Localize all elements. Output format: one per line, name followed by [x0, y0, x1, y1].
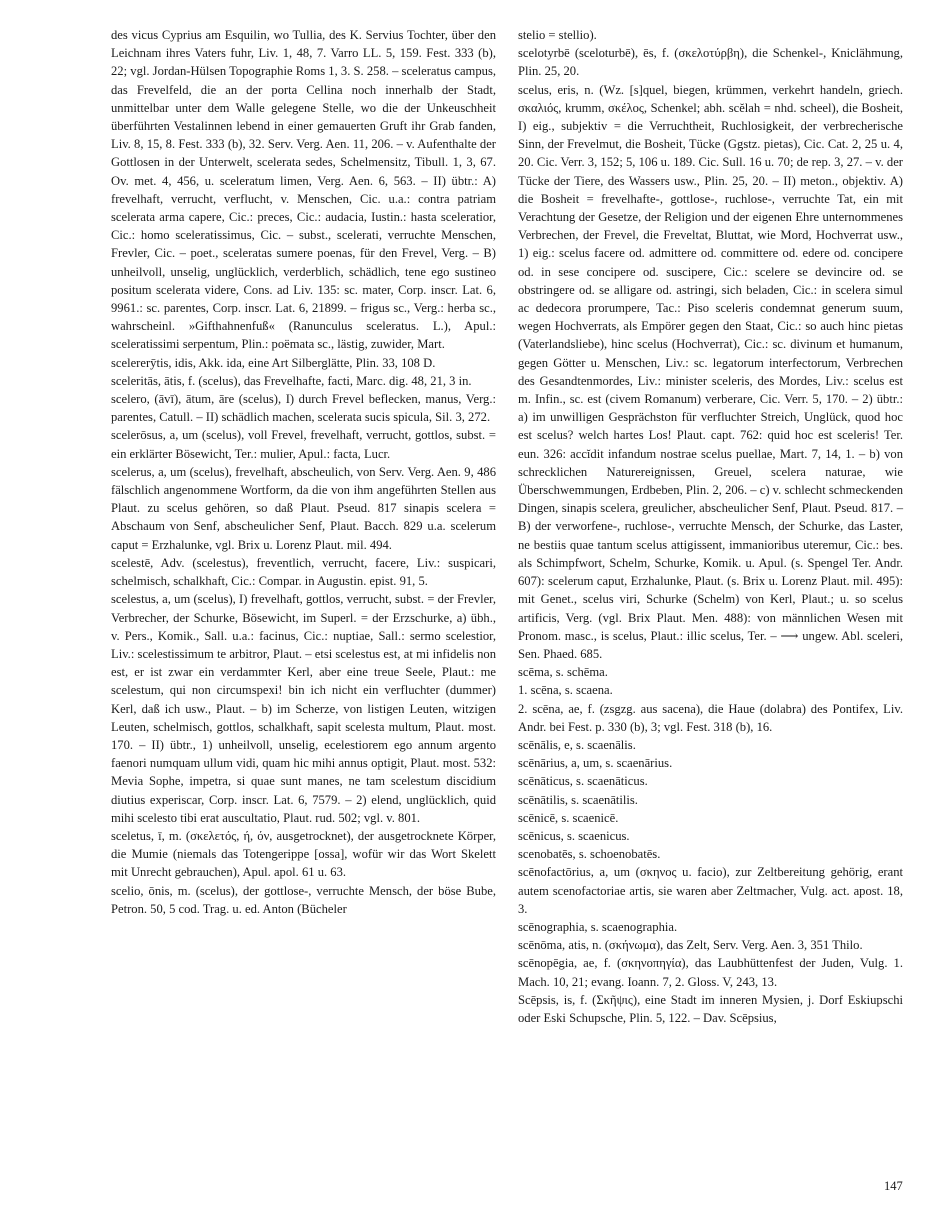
entry-scenarius: scēnārius, a, um, s. scaenārius. [518, 756, 673, 771]
entry-scelerosus: scelerōsus, a, um (scelus), voll Frevel, frevelhaft, verrucht, gottlos, subst. = ein erklärter Bösewicht, Ter.: mulier, Apul.: facta, Lucr. [111, 428, 496, 461]
entry-scenalis: scēnālis, e, s. scaenālis. [518, 737, 636, 752]
entry-scenatilis: scēnātilis, s. scaenātilis. [518, 792, 638, 807]
entry-scelestus: scelestus, a, um (scelus), I) frevelhaft, gottlos, verrucht, subst. = der Frevler, Verbrecher, der Schurke, Bösewicht, im Superl. = der Erzschurke, a) übh., v. Pers., Komik., Sall. u.a.: facinus, Cic.: nuptiae, Sall.: sermo scelestior, Liv.: scelestissimum te arbitror, Plaut. – etsi scelestus est, at mi infidelis non est, er ist zwar ein verdammter Kerl, aber eine treue Seele, Plaut.: me scelestum, qui non circumspexi! bin ich nicht ein verfluchter (dummer) Kerl, daß ich usw., Plaut. – b) im Scherze, von listigen Leuten, witzigen Leuten, schelmisch, gottlos, schalkhaft, sapit scelesta multum, Plaut. most. 170. – II) übtr., 1) unheilvoll, unselig, ecelestiorem ego annum argento faenori numquam ullum vidi, quam hic mihi annus optigit, Plaut. most. 532: Mevia Sophe, impetra, si quae sunt manes, ne tam scelestum discidium diutius experiscar, Corp. inscr. Lat. 6, 7579. – 2) elend, unglücklich, quid mihi scelesto tibi erat auscultatio, Plaut. rud. 502; vgl. v. 801. [111, 592, 496, 825]
entry-sceleritas: sceleritās, ātis, f. (scelus), das Frevelhafte, facti, Marc. dig. 48, 21, 3 in. [111, 373, 472, 388]
right-column [518, 26, 903, 1027]
entry-scenographia: scēnographia, s. scaenographia. [518, 919, 678, 934]
entry-scelio-continued: stelio = stellio). [518, 28, 597, 42]
entry-scenicus: scēnicus, s. scaenicus. [518, 828, 630, 843]
entry-sceleratus-continued: des vicus Cyprius am Esquilin, wo Tullia, des K. Servius Tochter, über den Leichnam ihres Vaters fuhr, Liv. 1, 48, 7. Varro LL. 5, 159. Fest. 333 (b), 22; vgl. Jordan-Hülsen Topographie Roms 1, 3. S. 258. – sceleratus campus, das Frevelfeld, die an der porta Cellina noch innerhalb der Stadt, unmittelbar unter dem Walle gelegene Stelle, wo die der Unkeuschheit überführten Vestalinnen lebend in einer gemauerten Gruft ihr Grab fanden, Liv. 8, 15, 8. Fest. 333 (b), 32. Serv. Verg. Aen. 11, 206. – v. Aufenthalte der Gottlosen in der Unterwelt, scelerata sedes, Schelmensitz, Tibull. 1, 3, 67. Ov. met. 4, 456, u. sceleratum limen, Verg. Aen. 6, 563. – II) übtr.: A) frevelhaft, verrucht, verflucht, v. Menschen, Cic. u.a.: contra patriam scelerata arma capere, Cic.: preces, Cic.: audacia, Iustin.: hasta sceleratior, Cic.: homo sceleratissimus, Cic. – subst., scelerati, verruchte Menschen, Frevler, Cic. – poet., sceleratas sumere poenas, für den Frevel, Verg. – B) unheilvoll, unselig, unglücklich, verderblich, schädlich, tene ego sustineo positum scelerata videre, Cons. ad Liv. 135: sc. mater, Corp. inscr. Lat. 6, 9961.: sc. parentes, Corp. inscr. Lat. 6, 21899. – frigus sc., Verg.: herba sc., wahrscheinl. »Gifthahnenfuß« (Ranunculus sceleratus. L.), Apul.: sceleratissimi serpentum, Plin.: poëmata sc., lästig, zuwider, Mart. [111, 28, 496, 352]
left-column [111, 26, 496, 918]
entry-scenice: scēnicē, s. scaenicē. [518, 810, 619, 825]
entry-scelus: scelus, eris, n. (Wz. [s]quel, biegen, krümmen, verkehrt handeln, griech. σκαλιός, krumm, σκέλος, Schenkel; abh. scĕlah = nhd. scheel), die Bosheit, I) eig., subjektiv = die Verruchtheit, Ruchlosigkeit, der verbrecherische Sinn, der Frevelmut, die Bosheit, Tücke (Ggstz. pietas), Cic. Cat. 2, 25 u. 4, 20. Cic. Verr. 3, 152; 5, 106 u. 189. Cic. Sull. 16 u. 70; de rep. 3, 27. – v. der Tücke der Tiere, des Wassers usw., Plin. 25, 20. – II) meton., objektiv. A) die Bosheit = frevelhafte-, gottlose-, ruchlose-, verruchte Tat, ein mit Verachtung der Gesetze, der Religion und der eigenen Ehre unternommenes Verbrechen, der Frevel, die Freveltat, Bluttat, wie Mord, Hochverrat usw., 1) eig.: scelus facere od. admittere od. committere od. edere od. concipere od. in sese concipere od. suscipere, Cic.: scelere se devincire od. se obstringere od. se alligare od. astringi, sich beladen, Cic.: in scelera simul ac dedecora prorumpere, Tac.: Piso sceleris condemnat generum suum, wegen Hochverrats, als Empörer gegen den Staat, Cic.: so auch hinc pietas (Vaterlandsliebe), hinc scelus (Hochverrat), Cic.: sc. divinum et humanum, gegen Götter u. Menschen, Liv.: sc. legatorum interfectorum, Verbrechen des Gesandtenmordes, Liv.: minister sceleris, des Mordes, Liv.: scelus est m. Infin., sc. est (civem Romanum) verberare, Cic. Verr. 5, 170. – 2) übtr.: a) im unwilligen Gesprächston für verfluchter Streich, Unglück, quod hoc est scelus? welch hartes Los! Plaut. capt. 762: quid hoc est sceleris! Ter. eun. 326: accĭdit infandum nostrae scelus puellae, Mart. 7, 14, 1. – b) von schrecklichen Naturereignissen, Greuel, scelera naturae, wie Überschwemmungen, Erdbeben, Plin. 2, 206. – c) v. schlecht schmeckenden Dingen, sinapis scelera, greulicher, abscheulicher Senf, Plaut. Pseud. 817. – B) der verworfene-, ruchlose-, verruchte Mensch, der Schurke, das Laster, ne bestiis quae tantum scelus attigissent, immanioribus uteremur, Cic.: bes. als Schimpfwort, Schelm, Schurke, Komik. u. Apul. (s. Spengel Ter. Andr. 607): scelerum caput, Erzhalunke, Plaut. (s. Brix u. Lorenz Plaut. mil. 495): mit Genet., scelus viri, Schurke (Schelm) von Kerl, Plaut.; u. so scelus artificis, Verg. (vgl. Brix Plaut. Men. 488): von männlichen Wesen mit Pronom. masc., is scelus, Plaut.: illic scelus, Ter. – ⟶ ungew. Abl. sceleri, Sen. Phaed. 685. [518, 82, 903, 661]
entry-scelererytis: scelererȳtis, idis, Akk. ida, eine Art Silberglätte, Plin. 33, 108 D. [111, 355, 436, 370]
entry-scema: scēma, s. schēma. [518, 665, 608, 680]
entry-scenopegia: scēnopēgia, ae, f. (σκηνοπηγία), das Laubhüttenfest der Juden, Vulg. 1. Mach. 10, 21; evang. Ioann. 7, 2. Gloss. V, 243, 13. [518, 956, 903, 989]
entry-scelero: scelero, (āvī), ātum, āre (scelus), I) durch Frevel beflecken, manus, Verg.: parentes, Catull. – II) schädlich machen, scelerata sucis spicula, Sil. 3, 272. [111, 392, 496, 425]
entry-sceletus: sceletus, ī, m. (σκελετός, ή, όν, ausgetrocknet), der ausgetrocknete Körper, die Mumie (niemals das Totengerippe [ossa], wofür wir das Wort Skelett mit Unrecht gebrauchen), Apul. apol. 61 u. 63. [111, 828, 496, 880]
page-number: 147 [884, 1179, 903, 1193]
entry-scelerus: scelerus, a, um (scelus), frevelhaft, abscheulich, von Serv. Verg. Aen. 9, 486 fälschlich angenommene Wortform, da die von ihm angeführten Stellen aus Plaut. zu scelus gehören, so daß Plaut. Pseud. 817 sinapis scelera = Abschaum von Senf, abscheulicher Senf, Plaut. Bacch. 829 u.a. scelerum caput = Erzhalunke, vgl. Brix u. Lorenz Plaut. mil. 494. [111, 464, 496, 552]
entry-scenofactorius: scēnofactōrius, a, um (σκηνος u. facio), zur Zeltbereitung gehörig, erant autem scenofactoriae artis, sie waren aber Zeltmacher, Vulg. act. apost. 18, 3. [518, 865, 903, 916]
entry-scenaticus: scēnāticus, s. scaenāticus. [518, 774, 648, 789]
entry-sceleste: scelestē, Adv. (scelestus), freventlich, verrucht, facere, Liv.: suspicari, schelmisch, schalkhaft, Cic.: Compar. in Augustin. epist. 91, 5. [111, 555, 496, 589]
entry-scena-2: 2. scēna, ae, f. (zsgzg. aus sacena), die Haue (dolabra) des Pontifex, Liv. Andr. bei Fest. p. 330 (b), 3; vgl. Fest. 318 (b), 16. [518, 701, 903, 734]
entry-scena-1: 1. scēna, s. scaena. [518, 683, 613, 698]
entry-scepsis: Scēpsis, is, f. (Σκῆψις), eine Stadt im inneren Mysien, j. Dorf Eskiupschi oder Eski Schupsche, Plin. 5, 122. – Dav. Scēpsius, [518, 992, 903, 1025]
entry-scenoma: scēnōma, atis, n. (σκήνωμα), das Zelt, Serv. Verg. Aen. 3, 351 Thilo. [518, 938, 863, 953]
entry-scelio: scelio, ōnis, m. (scelus), der gottlose-, verruchte Mensch, der böse Bube, Petron. 50, 5 cod. Trag. u. ed. Anton (Bücheler [111, 883, 496, 916]
entry-scenobates: scenobatēs, s. schoenobatēs. [518, 847, 661, 862]
entry-scelotyrbe: scelotyrbē (sceloturbē), ēs, f. (σκελοτύρβη), die Schenkel-, Kniclähmung, Plin. 25, 20. [518, 46, 903, 79]
